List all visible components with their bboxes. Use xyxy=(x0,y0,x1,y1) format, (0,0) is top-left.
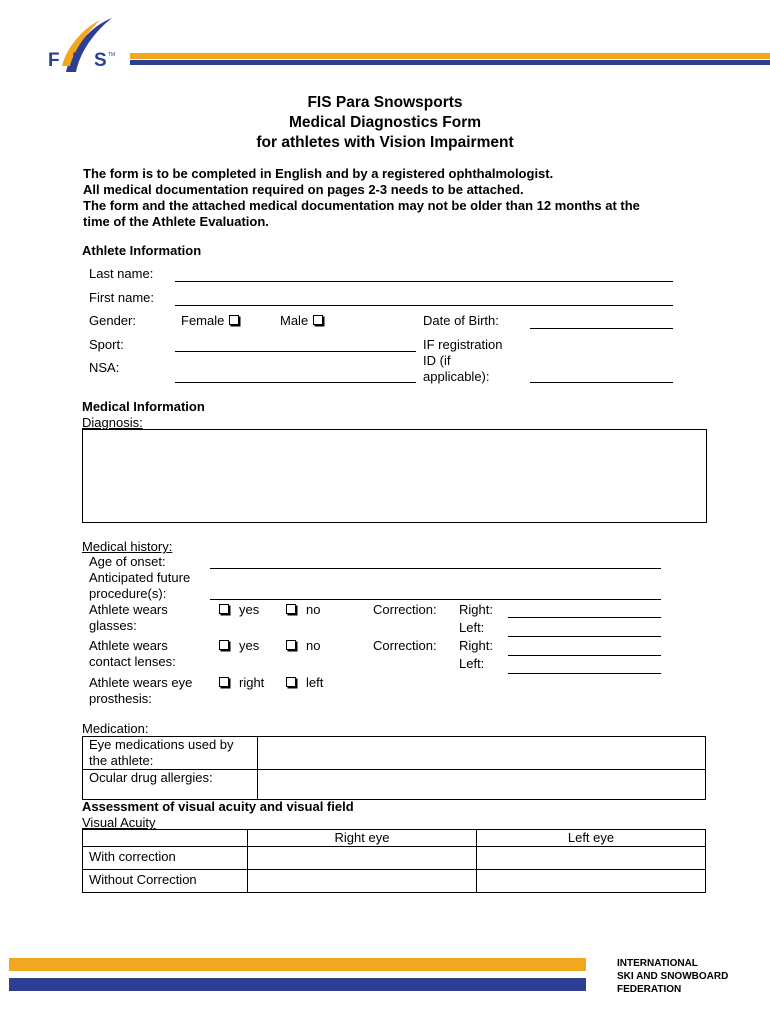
right-option-label: right xyxy=(239,675,265,690)
first-name-label: First name: xyxy=(89,290,155,305)
glasses-yes-option[interactable] xyxy=(219,602,259,618)
contacts-left-field[interactable] xyxy=(508,673,661,674)
eye-meds-field[interactable] xyxy=(258,737,706,770)
gender-female-option[interactable] xyxy=(181,313,239,329)
nsa-field[interactable] xyxy=(175,382,416,383)
eye-meds-label-cell xyxy=(83,737,258,770)
yes-label: yes xyxy=(239,602,260,617)
prosthesis-right-option[interactable] xyxy=(219,675,264,691)
glasses-yes-checkbox[interactable] xyxy=(219,604,229,614)
medication-table xyxy=(82,736,706,800)
age-onset-field[interactable] xyxy=(210,568,661,569)
prosthesis-line: prosthesis: xyxy=(89,691,152,706)
svg-text:S: S xyxy=(94,50,107,71)
instruction-line: All medical documentation required on pages 2-3 needs to be attached. xyxy=(83,182,524,197)
svg-text:TM: TM xyxy=(108,52,116,58)
if-registration-field[interactable] xyxy=(530,382,673,383)
table-row xyxy=(83,830,706,847)
female-checkbox[interactable] xyxy=(229,315,239,325)
without-correction-left-field[interactable] xyxy=(477,870,706,893)
left-eye-header: Left eye xyxy=(477,830,706,847)
contacts-line: Athlete wears xyxy=(89,638,168,653)
if-reg-line: applicable): xyxy=(423,369,490,384)
prosthesis-line: Athlete wears eye xyxy=(89,675,193,690)
future-procedures-field[interactable] xyxy=(210,599,661,600)
no-label: no xyxy=(306,602,321,617)
male-label: Male xyxy=(280,313,309,328)
last-name-label: Last name: xyxy=(89,266,154,281)
glasses-line: glasses: xyxy=(89,618,137,633)
instructions xyxy=(83,166,723,230)
gender-male-option[interactable] xyxy=(280,313,323,329)
with-correction-label: With correction xyxy=(83,847,248,870)
table-row xyxy=(83,770,706,800)
age-onset-label: Age of onset: xyxy=(89,554,166,569)
contacts-yes-checkbox[interactable] xyxy=(219,640,229,650)
header-blue-stripe xyxy=(130,60,770,65)
future-line: procedure(s): xyxy=(89,586,167,601)
title-line-2: Medical Diagnostics Form xyxy=(288,114,482,131)
table-row xyxy=(83,737,706,770)
org-line: SKI AND SNOWBOARD xyxy=(617,971,729,982)
title-line-3: for athletes with Vision Impairment xyxy=(256,134,514,151)
without-correction-label: Without Correction xyxy=(83,870,248,893)
contacts-no-option[interactable] xyxy=(286,638,320,654)
right-eye-header: Right eye xyxy=(248,830,477,847)
instruction-line: The form and the attached medical documentation may not be older than 12 months at the xyxy=(83,198,640,213)
glasses-label xyxy=(89,602,168,634)
dob-label: Date of Birth: xyxy=(423,313,499,328)
glasses-left-field[interactable] xyxy=(508,636,661,637)
female-label: Female xyxy=(181,313,225,328)
athlete-heading: Athlete Information xyxy=(82,243,202,258)
contacts-right-field[interactable] xyxy=(508,655,661,656)
nsa-label: NSA: xyxy=(89,360,120,375)
glasses-right-field[interactable] xyxy=(508,617,661,618)
sport-field[interactable] xyxy=(175,351,416,352)
if-reg-line: IF registration xyxy=(423,337,503,352)
first-name-field[interactable] xyxy=(175,305,673,306)
contacts-left-label: Left: xyxy=(459,656,485,671)
header-empty-cell xyxy=(83,830,248,847)
left-option-label: left xyxy=(306,675,324,690)
table-row xyxy=(83,870,706,893)
eye-meds-line: the athlete: xyxy=(89,753,154,768)
footer-gold-stripe xyxy=(9,958,586,971)
medical-history-label: Medical history: xyxy=(82,539,173,554)
contacts-yes-option[interactable] xyxy=(219,638,259,654)
fis-logo xyxy=(36,14,126,84)
yes-label: yes xyxy=(239,638,260,653)
allergies-field[interactable] xyxy=(258,770,706,800)
table-row xyxy=(83,847,706,870)
header-gold-stripe xyxy=(130,53,770,59)
visual-acuity-label: Visual Acuity xyxy=(82,815,156,830)
contacts-line: contact lenses: xyxy=(89,654,176,669)
medication-label: Medication: xyxy=(82,721,149,736)
contacts-no-checkbox[interactable] xyxy=(286,640,296,650)
with-correction-right-field[interactable] xyxy=(248,847,477,870)
medical-heading: Medical Information xyxy=(82,399,205,414)
org-line: FEDERATION xyxy=(617,984,682,995)
visual-acuity-table xyxy=(82,829,706,893)
footer-blue-stripe xyxy=(9,978,586,991)
federation-name xyxy=(617,957,728,996)
if-reg-line: ID (if xyxy=(423,353,451,368)
contacts-label xyxy=(89,638,176,670)
glasses-no-option[interactable] xyxy=(286,602,320,618)
with-correction-left-field[interactable] xyxy=(477,847,706,870)
gender-label: Gender: xyxy=(89,313,136,328)
glasses-right-label: Right: xyxy=(459,602,493,617)
if-registration-label xyxy=(423,337,502,385)
allergies-label-cell xyxy=(83,770,258,800)
future-line: Anticipated future xyxy=(89,570,191,585)
no-label: no xyxy=(306,638,321,653)
contacts-right-label: Right: xyxy=(459,638,493,653)
prosthesis-left-checkbox[interactable] xyxy=(286,677,296,687)
org-line: INTERNATIONAL xyxy=(617,958,698,969)
contacts-correction-label: Correction: xyxy=(373,638,437,653)
without-correction-right-field[interactable] xyxy=(248,870,477,893)
fis-logo-icon xyxy=(36,14,126,84)
prosthesis-label xyxy=(89,675,192,707)
glasses-correction-label: Correction: xyxy=(373,602,437,617)
future-procedures-label xyxy=(89,570,190,602)
eye-meds-line: Eye medications used by xyxy=(89,737,234,752)
svg-text:I: I xyxy=(72,50,78,71)
prosthesis-right-checkbox[interactable] xyxy=(219,677,229,687)
instruction-line: The form is to be completed in English and by a registered ophthalmologist. xyxy=(83,166,554,181)
svg-text:F: F xyxy=(48,50,60,71)
diagnosis-textbox[interactable] xyxy=(82,429,707,523)
glasses-line: Athlete wears xyxy=(89,602,168,617)
glasses-no-checkbox[interactable] xyxy=(286,604,296,614)
last-name-field[interactable] xyxy=(175,281,673,282)
instruction-line: time of the Athlete Evaluation. xyxy=(83,214,269,229)
allergies-label: Ocular drug allergies: xyxy=(89,770,213,785)
glasses-left-label: Left: xyxy=(459,620,485,635)
dob-field[interactable] xyxy=(530,328,673,329)
sport-label: Sport: xyxy=(89,337,124,352)
form-title xyxy=(0,93,770,153)
assessment-heading: Assessment of visual acuity and visual field xyxy=(82,799,354,814)
prosthesis-left-option[interactable] xyxy=(286,675,323,691)
title-line-1: FIS Para Snowsports xyxy=(307,94,463,111)
male-checkbox[interactable] xyxy=(313,315,323,325)
diagnosis-label: Diagnosis: xyxy=(82,415,143,430)
